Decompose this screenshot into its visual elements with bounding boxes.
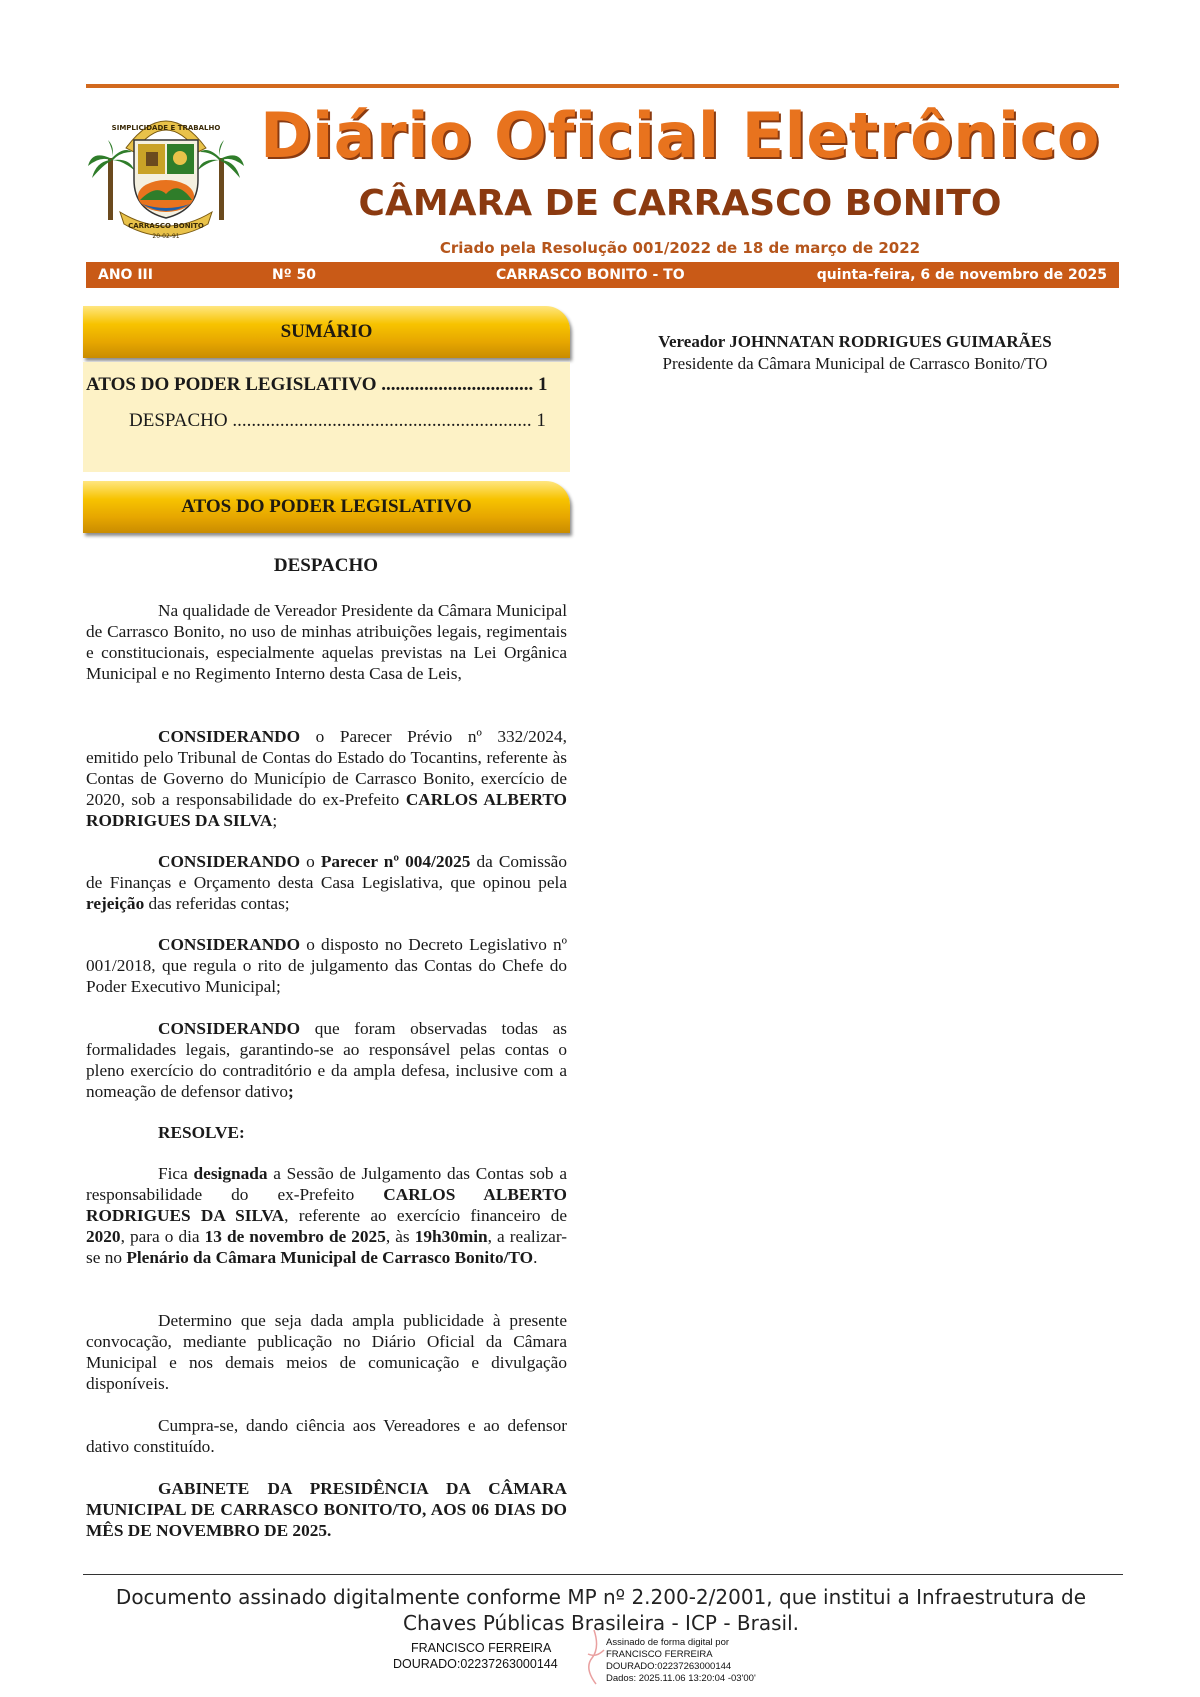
closing-statement: GABINETE DA PRESIDÊNCIA DA CÂMARA MUNICIPAL DE CARRASCO BONITO/TO, AOS 06 DIAS DO MÊS DE NOVEMBRO DE 2025.	[86, 1479, 567, 1540]
issue-info-bar	[86, 262, 1119, 288]
header-top-rule	[86, 84, 1119, 88]
signer-name: Vereador JOHNNATAN RODRIGUES GUIMARÃES	[658, 332, 1052, 351]
paragraph-publicidade: Determino que seja dada ampla publicidade à presente convocação, mediante publicação no Diário Oficial da Câmara Municipal e nos demais meios de comunicação e divulgação disponíveis.	[86, 1311, 567, 1393]
masthead-subtitle: CÂMARA DE CARRASCO BONITO	[358, 183, 1002, 224]
toc-item-despacho[interactable]: DESPACHO ............................................................... 1	[129, 410, 546, 431]
paragraph-intro: Na qualidade de Vereador Presidente da Câmara Municipal de Carrasco Bonito, no uso de minhas atribuições legais, regimentais e constitucionais, especialmente aquelas previstas na Lei Orgânica Municipal e no Regimento Interno desta Casa de Leis,	[86, 601, 567, 683]
summary-heading-banner: SUMÁRIO	[83, 306, 570, 358]
despacho-title: DESPACHO	[273, 555, 379, 576]
issue-number: Nº 50	[272, 267, 316, 283]
crest-banner-text: CARRASCO BONITO	[128, 222, 204, 230]
paragraph-considerando-1: CONSIDERANDO o Parecer Prévio nº 332/2024, emitido pelo Tribunal de Contas do Estado do Tocantins, referente às Contas de Governo do Município de Carrasco Bonito, exercício de 2020, sob a responsabilidade do ex-Prefeito CARLOS ALBERTO RODRIGUES DA SILVA;	[86, 727, 567, 830]
footer-legal-text: Documento assinado digitalmente conforme MP nº 2.200-2/2001, que institui a Infraestrutura de Chaves Públicas Brasileira - ICP - Brasil.	[115, 1585, 1087, 1635]
digital-signer-block	[393, 1640, 593, 1672]
paragraph-considerando-2: CONSIDERANDO o Parecer nº 004/2025 da Comissão de Finanças e Orçamento desta Casa Legislativa, que opinou pela rejeição das referidas contas;	[86, 852, 567, 913]
toc-item-label: DESPACHO	[129, 410, 228, 431]
crest-date-text: 20-02-91	[152, 233, 180, 240]
resolve-heading: RESOLVE:	[158, 1123, 245, 1142]
toc-item-atos[interactable]: ATOS DO PODER LEGISLATIVO ................................ 1	[86, 374, 548, 395]
issue-location: CARRASCO BONITO - TO	[496, 267, 685, 283]
section-heading-banner: ATOS DO PODER LEGISLATIVO	[83, 481, 570, 533]
toc-item-label: ATOS DO PODER LEGISLATIVO	[86, 374, 377, 395]
digital-signer-name: FRANCISCO FERREIRA	[411, 1641, 552, 1655]
toc-item-page: 1	[538, 374, 548, 395]
palm-tree-left-icon	[88, 140, 134, 220]
municipal-crest-logo	[86, 100, 246, 240]
toc-item-page: 1	[536, 410, 546, 431]
digital-signer-id: DOURADO:02237263000144	[393, 1657, 558, 1671]
issue-date: quinta-feira, 6 de novembro de 2025	[816, 267, 1107, 283]
crest-ribbon-text: SIMPLICIDADE E TRABALHO	[111, 124, 221, 132]
footer-rule	[83, 1574, 1123, 1575]
signer-role: Presidente da Câmara Municipal de Carrasco Bonito/TO	[662, 354, 1048, 373]
palm-tree-right-icon	[198, 140, 244, 220]
creation-note: Criado pela Resolução 001/2022 de 18 de março de 2022	[439, 239, 921, 257]
paragraph-considerando-4: CONSIDERANDO que foram observadas todas as formalidades legais, garantindo-se ao responsável pelas contas o pleno exercício do contraditório e da ampla defesa, inclusive com a nomeação de defensor dativo;	[86, 1019, 567, 1101]
paragraph-resolve: Fica designada a Sessão de Julgamento das Contas sob a responsabilidade do ex-Prefeito CARLOS ALBERTO RODRIGUES DA SILVA, referente ao exercício financeiro de 2020, para o dia 13 de novembro de 2025, às 19h30min, a realizar-se no Plenário da Câmara Municipal de Carrasco Bonito/TO.	[86, 1164, 568, 1267]
masthead-title: Diário Oficial Eletrônico	[260, 99, 1100, 172]
digital-signature-details: Assinado de forma digital por FRANCISCO FERREIRA DOURADO:02237263000144 Dados: 2025.11.06 13:20:04 -03'00'	[606, 1637, 756, 1684]
paragraph-cumpra-se: Cumpra-se, dando ciência aos Vereadores e ao defensor dativo constituído.	[86, 1416, 567, 1456]
issue-year: ANO III	[98, 267, 153, 283]
paragraph-considerando-3: CONSIDERANDO o disposto no Decreto Legislativo nº 001/2018, que regula o rito de julgamento das Contas do Chefe do Poder Executivo Municipal;	[86, 935, 567, 996]
